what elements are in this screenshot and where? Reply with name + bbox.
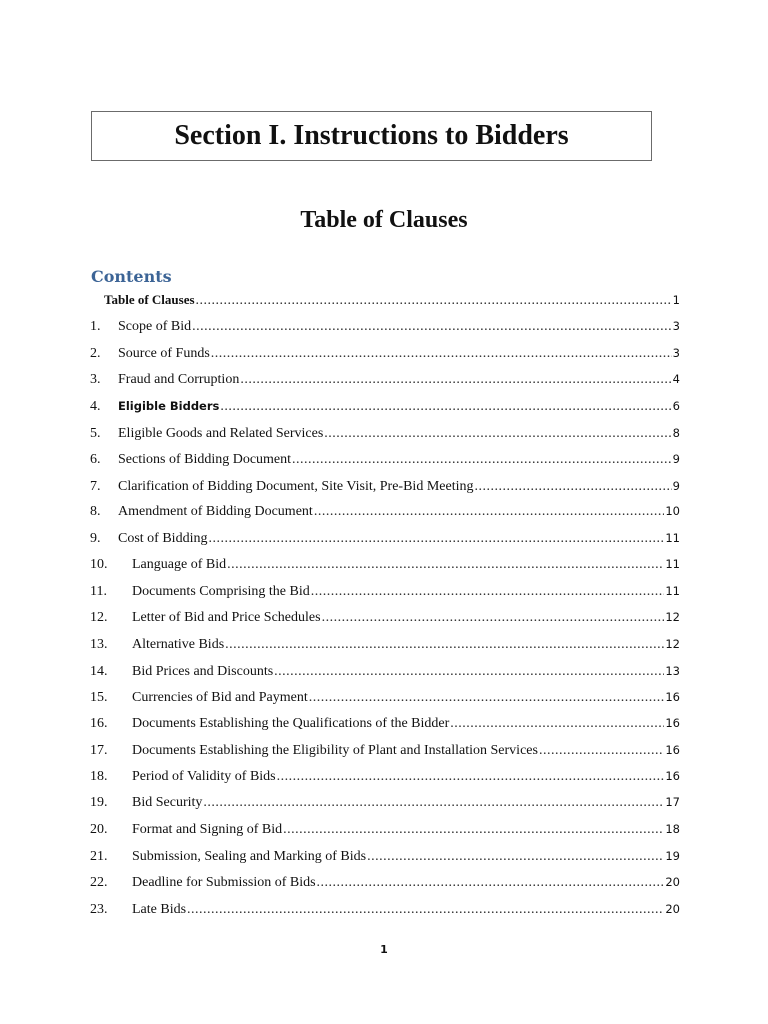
toc-entry-number: 13.: [90, 637, 108, 652]
toc-leader-dots: [367, 847, 664, 867]
toc-entry[interactable]: [90, 316, 680, 336]
toc-entry-number: 22.: [90, 875, 108, 890]
toc-leader-dots: [309, 688, 665, 708]
toc-entry-number: 16.: [90, 716, 108, 731]
toc-entry-number: 6.: [90, 452, 101, 467]
toc-leader-dots: [450, 714, 664, 734]
toc-leader-dots: [187, 900, 664, 920]
toc-entry-page: 9: [672, 479, 680, 493]
toc-entry[interactable]: [90, 792, 680, 812]
toc-entry-title: Cost of Bidding: [118, 531, 208, 546]
toc-entry[interactable]: [90, 899, 680, 919]
toc-entry[interactable]: [90, 581, 680, 601]
toc-entry-page: 4: [672, 372, 680, 386]
toc-entry-number: 21.: [90, 849, 108, 864]
toc-entry-page: 19: [665, 849, 680, 863]
toc-leader-dots: [474, 477, 671, 497]
toc-leader-dots: [203, 793, 664, 813]
section-title-box: [91, 111, 652, 161]
toc-entry-title: Clarification of Bidding Document, Site Visit, Pre-Bid Meeting: [118, 479, 474, 494]
toc-entry-number: 20.: [90, 822, 108, 837]
toc-entry-page: 12: [665, 610, 680, 624]
toc-entry-number: 8.: [90, 504, 101, 519]
toc-leader-dots: [274, 662, 664, 682]
toc-leader-dots: [283, 820, 664, 840]
toc-entry[interactable]: [90, 687, 680, 707]
toc-leader-dots: [317, 873, 665, 893]
toc-entry-title: Scope of Bid: [118, 319, 192, 334]
toc-entry-page: 20: [665, 902, 680, 916]
toc-entry[interactable]: [104, 290, 680, 310]
toc-entry-page: 16: [665, 690, 680, 704]
toc-entry-title: Deadline for Submission of Bids: [132, 875, 316, 890]
toc-entry-number: 7.: [90, 479, 101, 494]
toc-entry[interactable]: [90, 449, 680, 469]
toc-entry-page: 12: [665, 637, 680, 651]
toc-entry-title: Alternative Bids: [132, 637, 225, 652]
toc-entry-number: 12.: [90, 610, 108, 625]
toc-entry[interactable]: [90, 554, 680, 574]
toc-entry-title: Format and Signing of Bid: [132, 822, 283, 837]
toc-entry-page: 3: [672, 319, 680, 333]
toc-entry-page: 10: [665, 504, 680, 518]
toc-entry-number: 3.: [90, 372, 101, 387]
toc-entry-number: 9.: [90, 531, 101, 546]
toc-leader-dots: [240, 370, 671, 390]
toc-entry-page: 16: [665, 716, 680, 730]
page-number: 1: [380, 943, 388, 956]
toc-entry[interactable]: [90, 369, 680, 389]
toc-leader-dots: [196, 291, 672, 311]
toc-entry-number: 5.: [90, 426, 101, 441]
toc-entry-page: 6: [672, 399, 680, 413]
toc-leader-dots: [311, 582, 665, 602]
toc-entry-number: 10.: [90, 557, 108, 572]
toc-entry[interactable]: [90, 528, 680, 548]
toc-entry[interactable]: [90, 396, 680, 416]
toc-entry-page: 1: [672, 293, 680, 307]
toc-leader-dots: [220, 397, 671, 417]
toc-entry-title: Table of Clauses: [104, 292, 195, 307]
toc-leader-dots: [292, 450, 672, 470]
toc-entry-number: 19.: [90, 795, 108, 810]
toc-entry[interactable]: [90, 819, 680, 839]
toc-entry-page: 9: [672, 452, 680, 466]
toc-entry-title: Documents Establishing the Eligibility of Plant and Installation Services: [132, 743, 538, 758]
toc-entry-number: 15.: [90, 690, 108, 705]
toc-entry-page: 11: [665, 584, 680, 598]
toc-leader-dots: [225, 635, 664, 655]
toc-entry-title: Sections of Bidding Document: [118, 452, 292, 467]
toc-leader-dots: [324, 424, 671, 444]
toc-entry-number: 17.: [90, 743, 108, 758]
toc-entry[interactable]: [90, 634, 680, 654]
toc-leader-dots: [314, 502, 665, 522]
toc-entry-number: 14.: [90, 664, 108, 679]
table-of-clauses-heading: Table of Clauses: [300, 207, 468, 233]
toc-entry-title: Submission, Sealing and Marking of Bids: [132, 849, 367, 864]
toc-entry[interactable]: [90, 872, 680, 892]
toc-entry-page: 13: [665, 664, 680, 678]
toc-leader-dots: [277, 767, 665, 787]
toc-entry-title: Bid Security: [132, 795, 203, 810]
toc-entry-title: Period of Validity of Bids: [132, 769, 276, 784]
toc-entry-title: Documents Comprising the Bid: [132, 584, 310, 599]
toc-entry[interactable]: [90, 846, 680, 866]
toc-entry-title: Eligible Goods and Related Services: [118, 426, 324, 441]
toc-leader-dots: [211, 344, 672, 364]
toc-entry-number: 4.: [90, 399, 101, 414]
toc-entry[interactable]: [90, 740, 680, 760]
toc-entry[interactable]: [90, 343, 680, 363]
toc-entry-page: 17: [665, 795, 680, 809]
toc-entry[interactable]: [90, 766, 680, 786]
toc-entry[interactable]: [90, 713, 680, 733]
toc-entry-page: 16: [665, 743, 680, 757]
toc-entry-number: 11.: [90, 584, 107, 599]
toc-entry-number: 23.: [90, 902, 108, 917]
toc-entry-title: Documents Establishing the Qualifications of the Bidder: [132, 716, 450, 731]
contents-label: Contents: [91, 267, 172, 286]
toc-leader-dots: [227, 555, 664, 575]
toc-entry[interactable]: [90, 476, 680, 496]
toc-entry-number: 2.: [90, 346, 101, 361]
toc-entry-title: Language of Bid: [132, 557, 227, 572]
toc-entry-title: Eligible Bidders: [118, 399, 220, 413]
toc-leader-dots: [322, 608, 665, 628]
toc-entry[interactable]: [90, 661, 680, 681]
toc-entry-page: 11: [665, 531, 680, 545]
toc-entry-title: Currencies of Bid and Payment: [132, 690, 308, 705]
toc-entry[interactable]: [90, 501, 680, 521]
toc-entry-page: 3: [672, 346, 680, 360]
toc-leader-dots: [208, 529, 664, 549]
toc-entry-page: 20: [665, 875, 680, 889]
toc-entry-title: Letter of Bid and Price Schedules: [132, 610, 321, 625]
toc-entry-title: Amendment of Bidding Document: [118, 504, 313, 519]
toc-entry-number: 1.: [90, 319, 101, 334]
toc-entry-title: Bid Prices and Discounts: [132, 664, 274, 679]
toc-leader-dots: [192, 317, 672, 337]
toc-entry[interactable]: [90, 423, 680, 443]
toc-entry-page: 8: [672, 426, 680, 440]
toc-entry-title: Late Bids: [132, 902, 187, 917]
toc-entry-number: 18.: [90, 769, 108, 784]
section-title: Section I. Instructions to Bidders: [174, 120, 569, 151]
toc-entry-page: 11: [665, 557, 680, 571]
toc-leader-dots: [539, 741, 664, 761]
toc-entry-title: Source of Funds: [118, 346, 210, 361]
toc-entry-title: Fraud and Corruption: [118, 372, 240, 387]
toc-entry-page: 18: [665, 822, 680, 836]
toc-entry[interactable]: [90, 607, 680, 627]
toc-entry-page: 16: [665, 769, 680, 783]
